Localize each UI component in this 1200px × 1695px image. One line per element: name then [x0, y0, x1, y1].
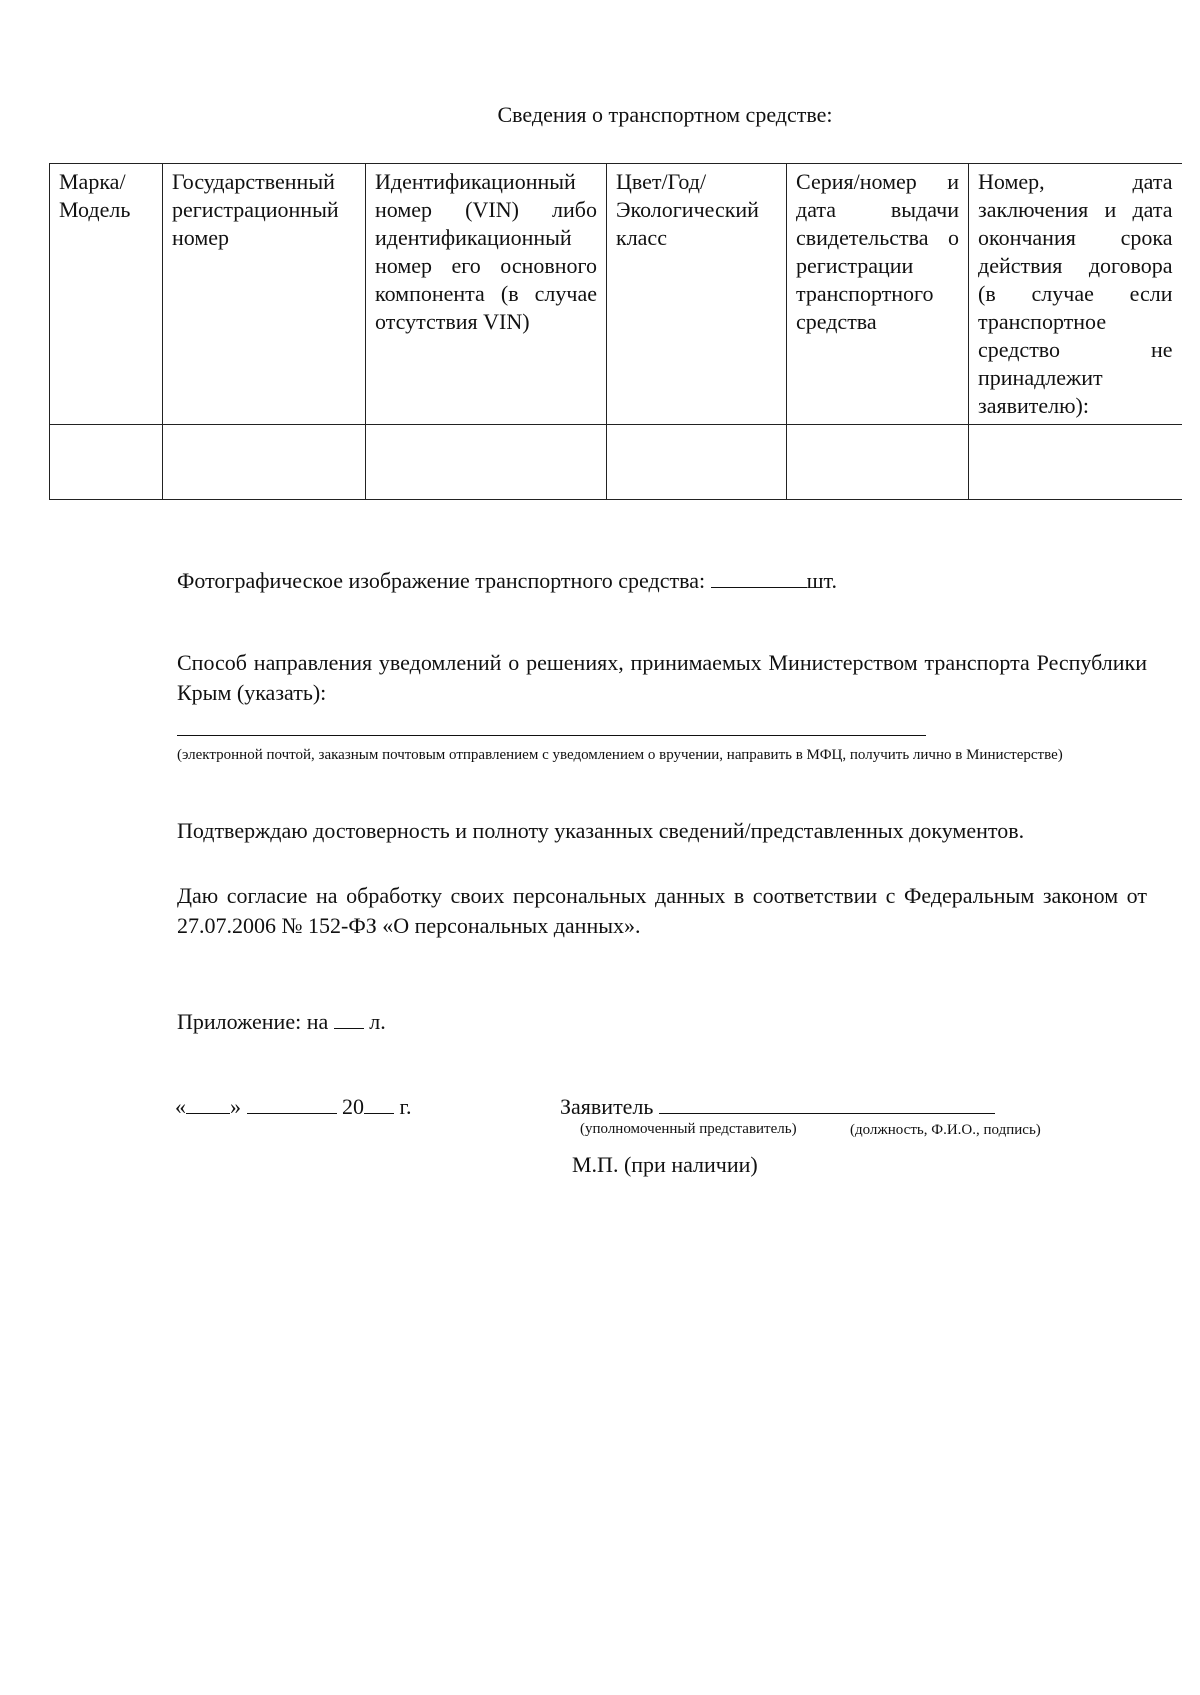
- cell-vin[interactable]: [366, 425, 607, 500]
- photo-label: Фотографическое изображение транспортного средства:: [177, 568, 706, 593]
- date-close-quote: »: [230, 1094, 241, 1119]
- date-year-suffix: г.: [399, 1094, 412, 1119]
- date-year-prefix: 20: [342, 1094, 364, 1119]
- notify-method-field[interactable]: [177, 735, 926, 736]
- attachment-prefix: Приложение: на: [177, 1009, 329, 1034]
- date-line: [175, 1092, 475, 1122]
- table-row: [50, 425, 1182, 500]
- cell-contract[interactable]: [969, 425, 1182, 500]
- cell-registration-number[interactable]: [163, 425, 366, 500]
- applicant-hint-right: (должность, Ф.И.О., подпись): [850, 1122, 1041, 1138]
- header-vin: Идентификационный номер (VIN) либо идентификационный номер его основного компонента (в случае отсутствия VIN): [366, 164, 607, 425]
- stamp-note: М.П. (при наличии): [572, 1152, 758, 1177]
- date-month-field[interactable]: [247, 1095, 337, 1114]
- confirm-text: Подтверждаю достоверность и полноту указанных сведений/представленных документов.: [177, 818, 1025, 843]
- header-color-year-class: Цвет/Год/ Экологический класс: [607, 164, 787, 425]
- notify-text: Способ направления уведомлений о решениях, принимаемых Министерством транспорта Республики Крым (указать):: [177, 650, 1147, 705]
- applicant-line: [560, 1092, 1060, 1122]
- attachment-line: [177, 1007, 577, 1037]
- cell-brand-model[interactable]: [50, 425, 163, 500]
- consent-text: Даю согласие на обработку своих персональных данных в соответствии с Федеральным законом от 27.07.2006 № 152-ФЗ «О персональных данных».: [177, 883, 1147, 938]
- date-day-field[interactable]: [186, 1095, 230, 1114]
- photo-unit: шт.: [806, 568, 837, 593]
- notify-hint: (электронной почтой, заказным почтовым отправлением с уведомлением о вручении, направить в МФЦ, получить лично в Министерстве): [177, 747, 1063, 763]
- header-certificate: Серия/номер и дата выдачи свидетельства о регистрации транспортного средства: [787, 164, 969, 425]
- date-open-quote: «: [175, 1094, 186, 1119]
- photo-count-field[interactable]: [711, 569, 807, 588]
- section-title: Сведения о транспортном средстве:: [497, 102, 833, 127]
- applicant-signature-field[interactable]: [659, 1095, 995, 1114]
- applicant-hint-left: (уполномоченный представитель): [580, 1121, 797, 1137]
- attachment-count-field[interactable]: [334, 1010, 364, 1029]
- applicant-label: Заявитель: [560, 1094, 654, 1119]
- cell-color-year-class[interactable]: [607, 425, 787, 500]
- header-contract: Номер, дата заключения и дата окончания срока действия договора (в случае если транспортное средство не принадлежит заявителю):: [969, 164, 1182, 425]
- header-registration-number: Государственный регистрационный номер: [163, 164, 366, 425]
- date-year-field[interactable]: [364, 1095, 394, 1114]
- photo-line: [177, 566, 1177, 596]
- header-brand-model: Марка/ Модель: [50, 164, 163, 425]
- vehicle-info-table: [49, 163, 1182, 500]
- table-header-row: [50, 164, 1182, 425]
- attachment-suffix: л.: [369, 1009, 386, 1034]
- cell-certificate[interactable]: [787, 425, 969, 500]
